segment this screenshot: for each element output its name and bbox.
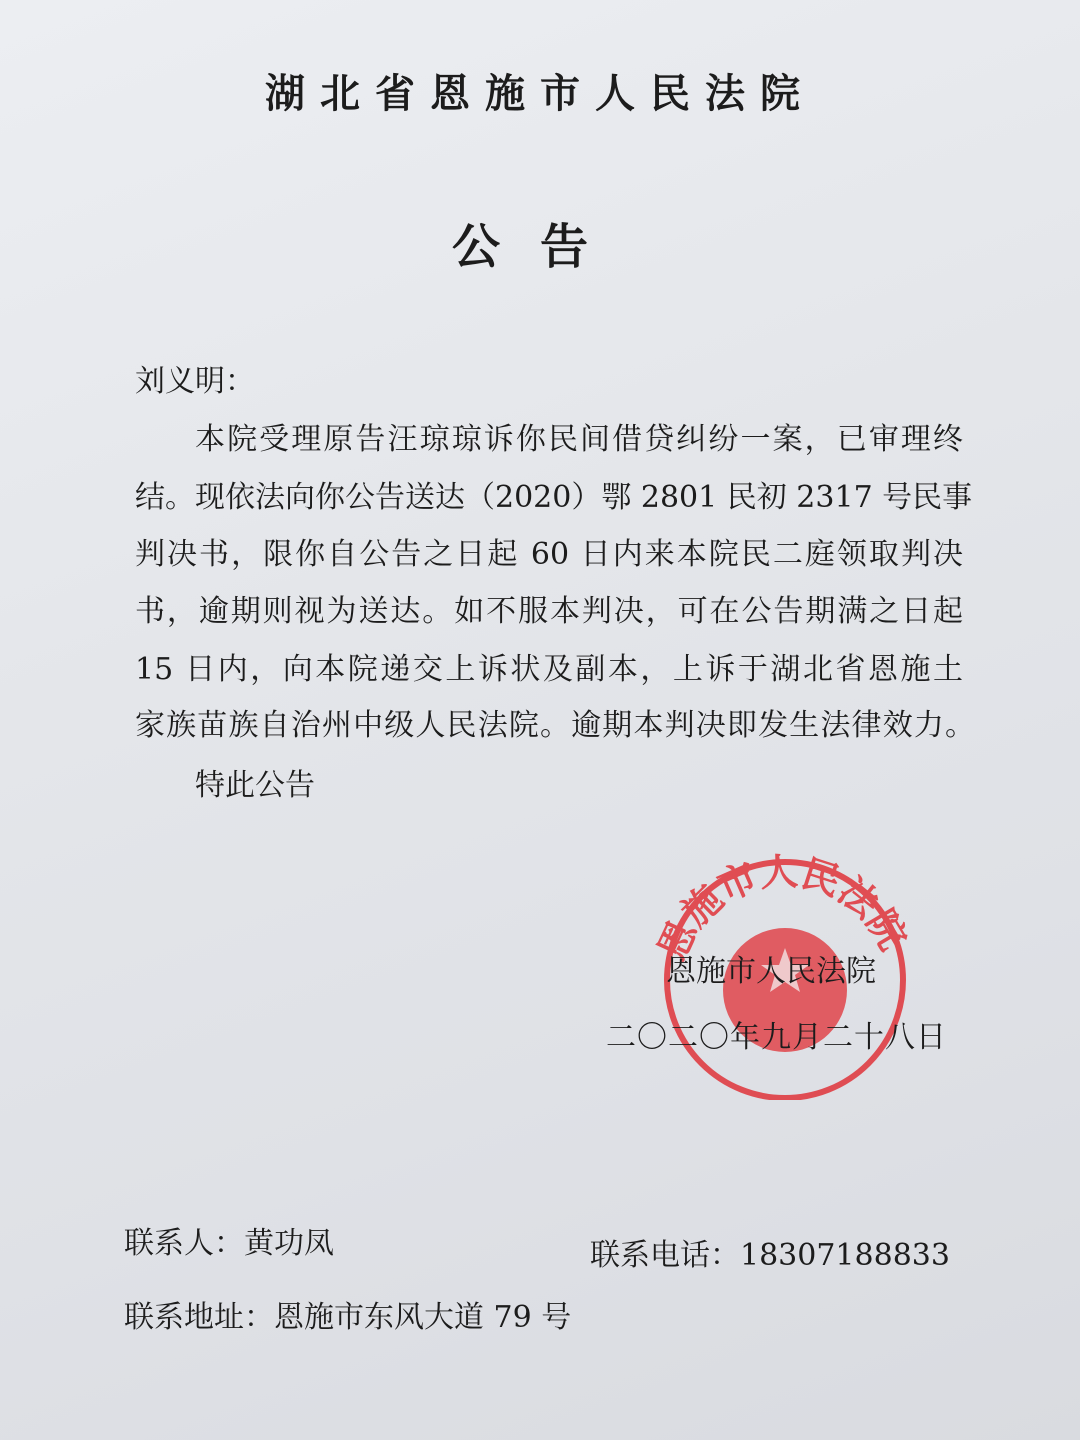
contact-address bbox=[124, 1292, 571, 1336]
body-line: 结。现依法向你公告送达（2020）鄂 2801 民初 2317 号民事 bbox=[135, 480, 973, 515]
body-line: 15 日内，向本院递交上诉状及副本，上诉于湖北省恩施土 bbox=[135, 652, 963, 687]
svg-text:恩施市人民法院: 恩施市人民法院 bbox=[649, 850, 916, 968]
notice-date: 二〇二〇年九月二十八日 bbox=[606, 1020, 947, 1055]
closing-text: 特此公告 bbox=[195, 768, 315, 803]
signature-court: 恩施市人民法院 bbox=[666, 954, 876, 989]
contact-person-name: 黄功凤 bbox=[244, 1226, 334, 1261]
contact-phone-label: 联系电话： bbox=[590, 1238, 740, 1273]
contact-phone-number: 18307188833 bbox=[740, 1238, 950, 1273]
body-line: 书，逾期则视为送达。如不服本判决，可在公告期满之日起 bbox=[135, 594, 963, 629]
body-line: 家族苗族自治州中级人民法院。逾期本判决即发生法律效力。 bbox=[135, 708, 975, 743]
court-name: 湖北省恩施市人民法院 bbox=[265, 71, 815, 117]
body-line: 本院受理原告汪琼琼诉你民间借贷纠纷一案，已审理终 bbox=[195, 422, 963, 457]
contact-address-value: 恩施市东风大道 79 号 bbox=[274, 1300, 572, 1335]
contact-phone bbox=[590, 1230, 950, 1274]
contact-person bbox=[124, 1218, 334, 1262]
contact-address-label: 联系地址： bbox=[124, 1300, 274, 1335]
body-line: 判决书，限你自公告之日起 60 日内来本院民二庭领取判决 bbox=[135, 537, 963, 572]
contact-person-label: 联系人： bbox=[124, 1226, 244, 1261]
notice-heading: 公告 bbox=[451, 219, 628, 275]
addressee: 刘义明： bbox=[135, 364, 255, 399]
